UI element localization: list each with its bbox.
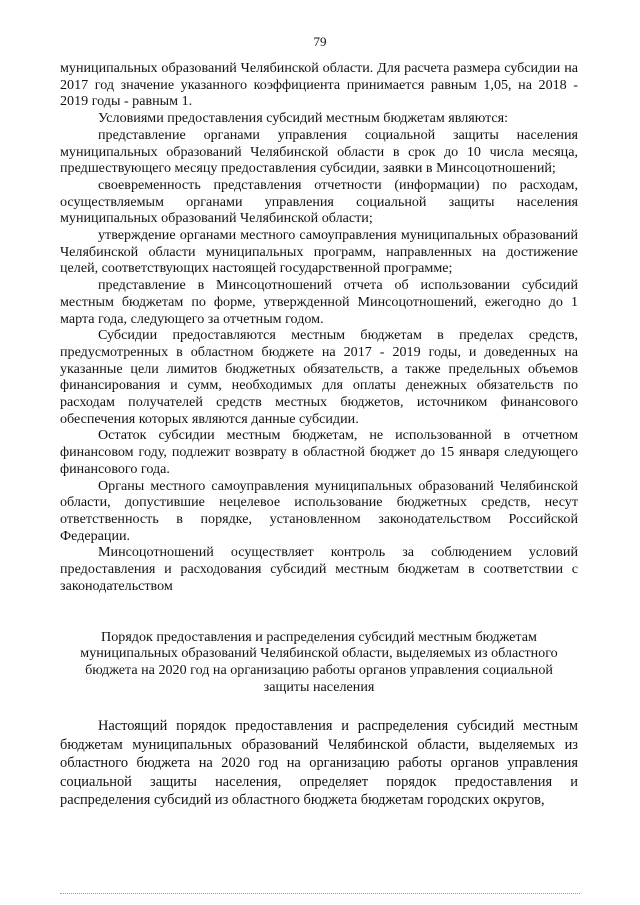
paragraph-control: Минсоцотношений осуществляет контроль за соблюдением условий предоставления и расходования субсидий местным бюджетам в соответствии с законодательством (60, 544, 578, 594)
paragraph-subsidy-remainder: Остаток субсидии местным бюджетам, не использованной в отчетном финансовом году, подлежит возврату в областной бюджет до 15 января следующего финансового года. (60, 427, 578, 477)
paragraph-condition-application: представление органами управления социальной защиты населения муниципальных образований Челябинской области в срок до 10 числа месяца, предшествующего месяцу предоставления субсидии, заявки в Минсоцотношений; (60, 126, 578, 177)
paragraph-subsidy-limits: Субсидии предоставляются местным бюджетам в пределах средств, предусмотренных в областном бюджете на 2017 - 2019 годы, и доведенных на указанные цели лимитов бюджетных обязательств, а также предельных объемов финансирования и сумм, необходимых для оплаты денежных обязательств по расходам получателей средств местных бюджетов, источником финансового обеспечения которых являются данные субсидии. (60, 327, 578, 427)
footer-scan-line (60, 893, 580, 894)
paragraph-condition-programs: утверждение органами местного самоуправления муниципальных образований Челябинской области муниципальных программ, направленных на достижение целей, соответствующих настоящей государственной программе; (60, 227, 578, 277)
section-heading: Порядок предоставления и распределения субсидий местным бюджетам муниципальных образований Челябинской области, выделяемых из областного бюджета на 2020 год на организацию работы органов управления социальной защиты населения (80, 628, 558, 695)
paragraph-responsibility: Органы местного самоуправления муниципальных образований Челябинской области, допустившие нецелевое использование бюджетных средств, несут ответственность в порядке, установленном законодательством Российской Федерации. (60, 477, 578, 544)
paragraph-continuation: муниципальных образований Челябинской области. Для расчета размера субсидии на 2017 год значение указанного коэффициента принимается равным 1,05, на 2018 - 2019 годы - равным 1. (60, 60, 578, 110)
paragraph-conditions-intro: Условиями предоставления субсидий местным бюджетам являются: (98, 110, 509, 127)
page-number: 79 (313, 34, 327, 49)
paragraph-condition-reporting: своевременность представления отчетности (информации) по расходам, осуществляемым органами управления социальной защиты населения муниципальных образований Челябинской области; (60, 176, 578, 227)
paragraph-condition-report-submission: представление в Минсоцотношений отчета об использовании субсидий местным бюджетам по форме, утвержденной Минсоцотношений, ежегодно до 1 марта года, следующего за отчетным годом. (60, 277, 578, 327)
paragraph-procedure: Настоящий порядок предоставления и распределения субсидий местным бюджетам муниципальных образований Челябинской области, выделяемых из областного бюджета на 2020 год на организацию работы органов управления социальной защиты населения, определяет порядок предоставления и распределения субсидий из областного бюджета бюджетам городских округов, (60, 718, 578, 808)
document-body (60, 60, 578, 809)
